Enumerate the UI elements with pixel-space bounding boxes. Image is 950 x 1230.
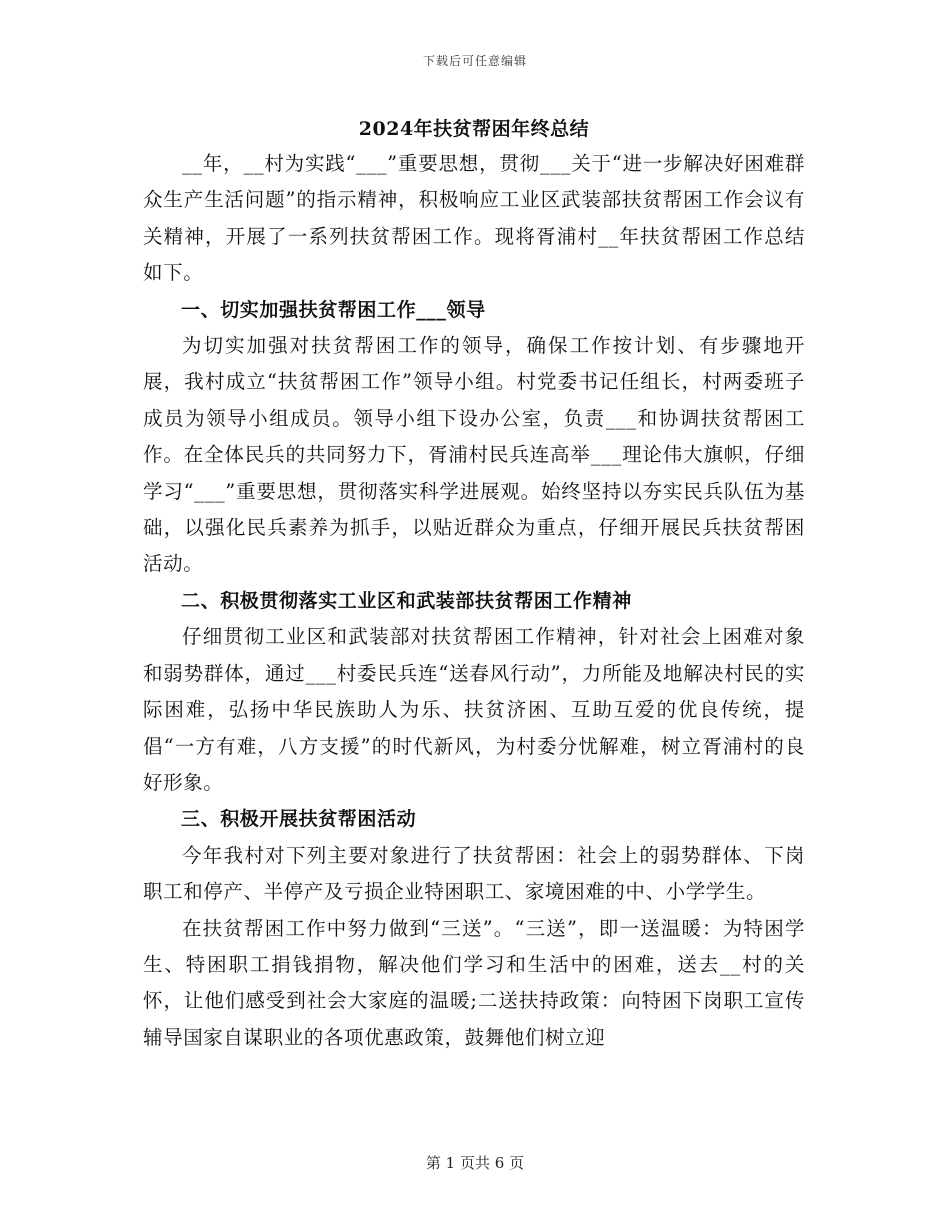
- section-3-paragraph-1: 今年我村对下列主要对象进行了扶贫帮困：社会上的弱势群体、下岗职工和停产、半停产及亏损企业特困职工、家境困难的中、小学学生。: [143, 843, 805, 904]
- section-3-paragraph-2: 在扶贫帮困工作中努力做到“三送”。“三送”，即一送温暖：为特困学生、特困职工捐钱捐物，解决他们学习和生活中的困难，送去__村的关怀，让他们感受到社会大家庭的温暖;二送扶持政策：向特困下岗职工宣传辅导国家自谋职业的各项优惠政策，鼓舞他们树立迎: [143, 916, 805, 1049]
- section-heading-2: 二、积极贯彻落实工业区和武装部扶贫帮困工作精神: [181, 589, 632, 612]
- section-heading-1: 一、切实加强扶贫帮困工作___领导: [181, 298, 486, 321]
- document-body: [143, 116, 805, 1056]
- page-footer: 第 1 页共 6 页: [425, 1154, 525, 1172]
- section-heading-3: 三、积极开展扶贫帮困活动: [181, 808, 417, 831]
- page-header: 下载后可任意编辑: [422, 54, 527, 68]
- section-1-paragraph: 为切实加强对扶贫帮困工作的领导，确保工作按计划、有步骤地开展，我村成立“扶贫帮困工作”领导小组。村党委书记任组长，村两委班子成员为领导小组成员。领导小组下设办公室，负责___和协调扶贫帮困工作。在全体民兵的共同努力下，胥浦村民兵连高举___理论伟大旗帜，仔细学习“___”重要思想，贯彻落实科学进展观。始终坚持以夯实民兵队伍为基础，以强化民兵素养为抓手，以贴近群众为重点，仔细开展民兵扶贫帮困活动。: [143, 334, 805, 576]
- document-title: 2024年扶贫帮困年终总结: [358, 118, 590, 140]
- intro-paragraph: __年，__村为实践“___”重要思想，贯彻___关于“进一步解决好困难群众生产生活问题”的指示精神，积极响应工业区武装部扶贫帮困工作会议有关精神，开展了一系列扶贫帮困工作。现将胥浦村__年扶贫帮困工作总结如下。: [143, 152, 805, 285]
- section-2-paragraph: 仔细贯彻工业区和武装部对扶贫帮困工作精神，针对社会上困难对象和弱势群体，通过___村委民兵连“送春风行动”，力所能及地解决村民的实际困难，弘扬中华民族助人为乐、扶贫济困、互助互爱的优良传统，提倡“一方有难，八方支援”的时代新风，为村委分忧解难，树立胥浦村的良好形象。: [143, 625, 805, 794]
